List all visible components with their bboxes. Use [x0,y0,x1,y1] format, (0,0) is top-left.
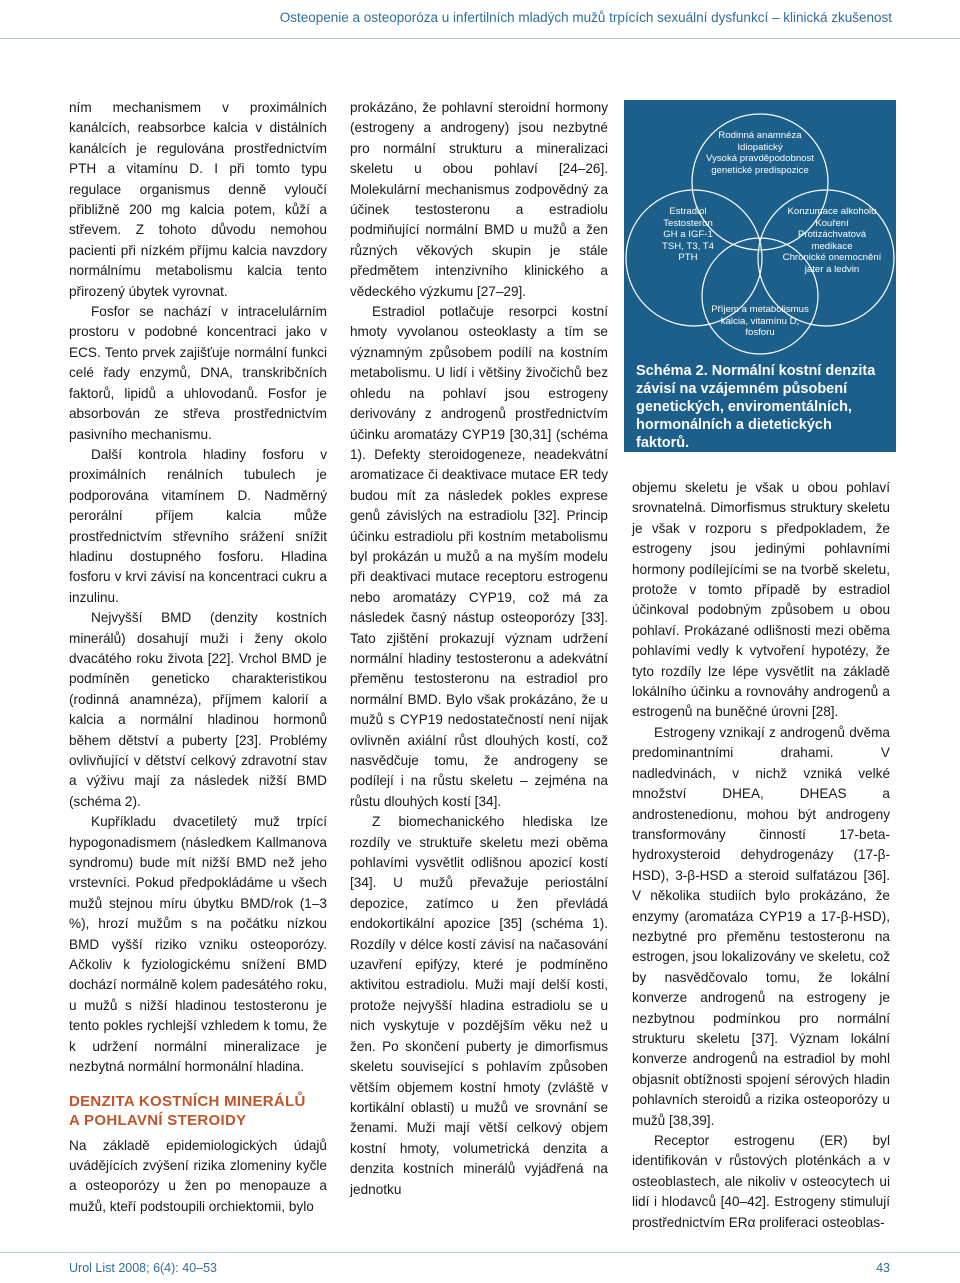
paragraph: Estradiol potlačuje resorpci kostní hmoty vyvolanou osteoklasty a tím se významným způsobem podílí na kostním metabolismu. U lidí i většiny živočichů bez ohledu na pohlaví jsou estrogeny derivovány z androgenů prostřednictvím účinku aromatázy CYP19 [30,31] (schéma 1). Defekty steroidogeneze, neadekvátní aromatizace či deaktivace mutace ER tedy budou mít za následek pokles exprese genů závislých na estradiolu [32]. Princip účinku estradiolu při kostním metabolismu byl prokázán u mužů a na myším modelu při deaktivaci mutace receptoru estrogenu nebo aromatázy CYP19, což má za následek časný nástup osteoporózy [33]. Tato zjištění prokazují význam udržení normální hladiny testosteronu a adekvátní přeměnu testosteronu na estradiol pro normální BMD. Bylo však prokázáno, že u mužů s CYP19 nedostatečností není nijak ovlivněn axiální růst dlouhých kostí, což nasvědčuje tomu, že androgeny se podílejí i na růstu skeletu – zejména na růstu dlouhých kostí [34]. [350,304,608,809]
venn-text: Kouření [815,217,849,229]
venn-text: Testosteron [663,217,713,229]
venn-label-bottom [704,304,816,339]
venn-text: Příjem a metabolismus [711,304,809,315]
paragraph: objemu skeletu je však u obou pohlaví srovnatelná. Dimorfismus struktury skeletu je však v rozporu s předpokladem, že estrogeny jsou jedinými pohlavními hormony podílejícími se na tvorbě skeletu, protože v tomto případě by estradiol účinkoval podobným způsobem u obou pohlaví. Prokázané odlišnosti mezi oběma pohlavími vedly k vytvoření hypotézy, že tyto rozdíly lze lépe vysvětlit na základě lokálního účinku a rovnováhy androgenů a estrogenů na buněčné úrovni [28]. [632,480,890,720]
paragraph: Z biomechanického hlediska lze rozdíly ve struktuře skeletu mezi oběma pohlavími vysvětlit odlišnou apozicí kostí [34]. U mužů převažuje periostální depozice, zatímco u žen převládá endokortikální apozice [35] (schéma 1). Rozdíly v délce kostí závisí na načasování uzavření epifýzy, které je podmíněno aktivitou estradiolu. Muži mají delší kosti, protože nejvyšší hladina estradiolu se u nich vyskytuje v pozdějším věku než u žen. Po skončení puberty je dimorfismus skeletu související s pohlavím způsoben větším objemem kostní hmoty (zvláště v kortikální oblasti) u mužů ve srovnání se ženami. Muži mají větší celkový objem kostní hmoty, volumetrická denzita a denzita kostních minerálů vyjádřená na jednotku [350,814,608,1197]
page-footer [0,1252,960,1283]
venn-text: Protizáchvatová [797,229,867,240]
journal-citation: Urol List 2008; 6(4): 40–53 [69,1261,218,1275]
venn-text: Konzumace alkoholu [787,206,877,217]
venn-text: Chronické onemocnění [782,252,882,263]
venn-text: kalcia, vitamínu D, [720,315,800,327]
venn-text: Estradiol [669,206,707,217]
section-heading-line-2: A POHLAVNÍ STEROIDY [69,1111,247,1129]
paragraph: Estrogeny vznikají z androgenů dvěma predominantními drahami. V nadledvinách, v nichž vzniká velké množství DHEA, DHEAS a androstenedionu, mohou být androgeny transformovány činností 17-beta-hydroxysteroid dehydrogenázy (17-β-HSD), 3-β-HSD a steroid sulfatázou [36]. V několika studiích bylo prokázáno, že enzymy (aromatáza CYP19 a 17-β-HSD), nezbytné pro přeměnu testosteronu na estrogen, jsou lokalizovány ve skeletu, což by nasvědčovalo tomu, že lokální konverze androgenů na estrogeny je nezbytnou podmínkou pro normální strukturu skeletu [37]. Význam lokální konverze androgenů na estradiol by mohl objasnit obtížnosti spojení sérových hladin pohlavních steroidů a rizika osteoporózy u mužů [38,39]. [632,724,890,1128]
section-heading [69,1092,327,1130]
venn-text: GH a IGF-1 [663,229,713,240]
text-column-1 [69,98,327,1217]
venn-text: Idiopatický [737,141,783,153]
figure-schema-2 [624,100,896,452]
paragraph: prokázáno, že pohlavní steroidní hormony (estrogeny a androgeny) jsou nezbytné pro normální strukturu a mineralizaci skeletu u obou pohlaví [24–26]. Molekulární mechanismus zodpovědný za účinek testosteronu a estradiolu podmiňující normální BMD u mužů a žen různých věkových skupin je stále předmětem intenzivního klinického a vědeckého výzkumu [27–29]. [350,100,608,299]
venn-text: jater a ledvin [804,263,860,275]
venn-text: medikace [811,240,853,252]
paragraph: Kupříkladu dvacetiletý muž trpící hypogonadismem (následkem Kallmanova syndromu) bude mít nižší BMD než jeho vrstevníci. Pokud předpokládáme u všech mužů stejnou míru úbytku BMD/rok (1–3 %), hrozí mužům s na počátku nízkou BMD vyšší riziko vzniku osteoporózy. Ačkoliv k fyziologickému snížení BMD dochází normálně kolem padesátého roku, u mužů s nižší hladinou testosteronu je tento pokles rychlejší vzhledem k tomu, že k udržení normální mineralizace je nezbytná normální hormonální hladina. [69,814,327,1075]
running-title: Osteopenie a osteoporóza u infertilních mladých mužů trpících sexuální dysfunkcí – klinická zkušenost [279,10,892,25]
venn-text: genetické predispozice [711,164,809,176]
paragraph: Další kontrola hladiny fosforu v proximálních renálních tubulech je podporována vitamínem D. Nadměrný perorální příjem kalcia může prostřednictvím střevního srážení snížit hladinu dostupného fosforu. Hladina fosforu v krvi závisí na koncentraci cukru a inzulinu. [69,446,327,605]
paragraph: Fosfor se nachází v intracelulárním prostoru v podobné koncentraci jako v ECS. Tento prvek zajišťuje normální funkci celé řady enzymů, DNA, transkribčních faktorů, lipidů a uhlovodanů. Fosfor je absorbován ze střeva prostřednictvím pasivního mechanismu. [69,304,327,442]
paragraph: Nejvyšší BMD (denzity kostních minerálů) dosahují muži i ženy okolo dvacátého roku života [22]. Vrchol BMD je podmíněn geneticko charakteristikou (rodinná anamnéza), příjmem kalorií a kalcia a normální hladinou hormonů během dětství a puberty [23]. Problémy ovlivňující v dětství celkový zdravotní stav a výživu mají za následek nižší BMD (schéma 2). [69,610,327,809]
paragraph: Receptor estrogenu (ER) byl identifikován v růstových ploténkách a v osteoblastech, ale nikoliv v osteocytech ui lidí i hlodavců [40–42]. Estrogeny stimulují prostřednictvím ERα proliferaci osteoblas- [632,1133,890,1230]
venn-label-right [780,206,884,275]
venn-text: PTH [678,252,698,263]
text-column-3 [632,478,890,1233]
venn-text: TSH, T3, T4 [662,240,714,252]
paragraph: Na základě epidemiologických údajů uvádějících zvýšení rizika zlomeniny kyčle a osteoporózy u žen po menopauze a mužů, kteří podstoupili orchiektomii, bylo [69,1137,327,1214]
paragraph: ním mechanismem v proximálních kanálcích, reabsorbce kalcia v distálních kanálcích je regulována prostřednictvím PTH a vitamínu D. I při tomto typu regulace organismus denně vyloučí přibližně 200 mg kalcia potem, kůží a střevem. Z tohoto důvodu nemohou pacienti při nízkém příjmu kalcia navzdory normálnímu metabolismu kalcia tento přirozený úbytek vyrovnat. [69,100,327,299]
running-header [0,0,960,39]
venn-label-left [642,206,734,264]
section-heading-line-1: DENZITA KOSTNÍCH MINERÁLŮ [69,1092,306,1110]
figure-caption: Schéma 2. Normální kostní denzita závisí na vzájemném působení genetických, enviromentálních, hormonálních a dietetických faktorů. [636,363,876,451]
text-column-2 [350,98,608,1200]
venn-text: Vysoká pravděpodobnost [706,153,814,164]
venn-text: fosforu [745,327,775,338]
venn-text: Rodinná anamnéza [718,130,802,141]
venn-label-top [700,130,820,176]
page-number: 43 [876,1261,890,1275]
